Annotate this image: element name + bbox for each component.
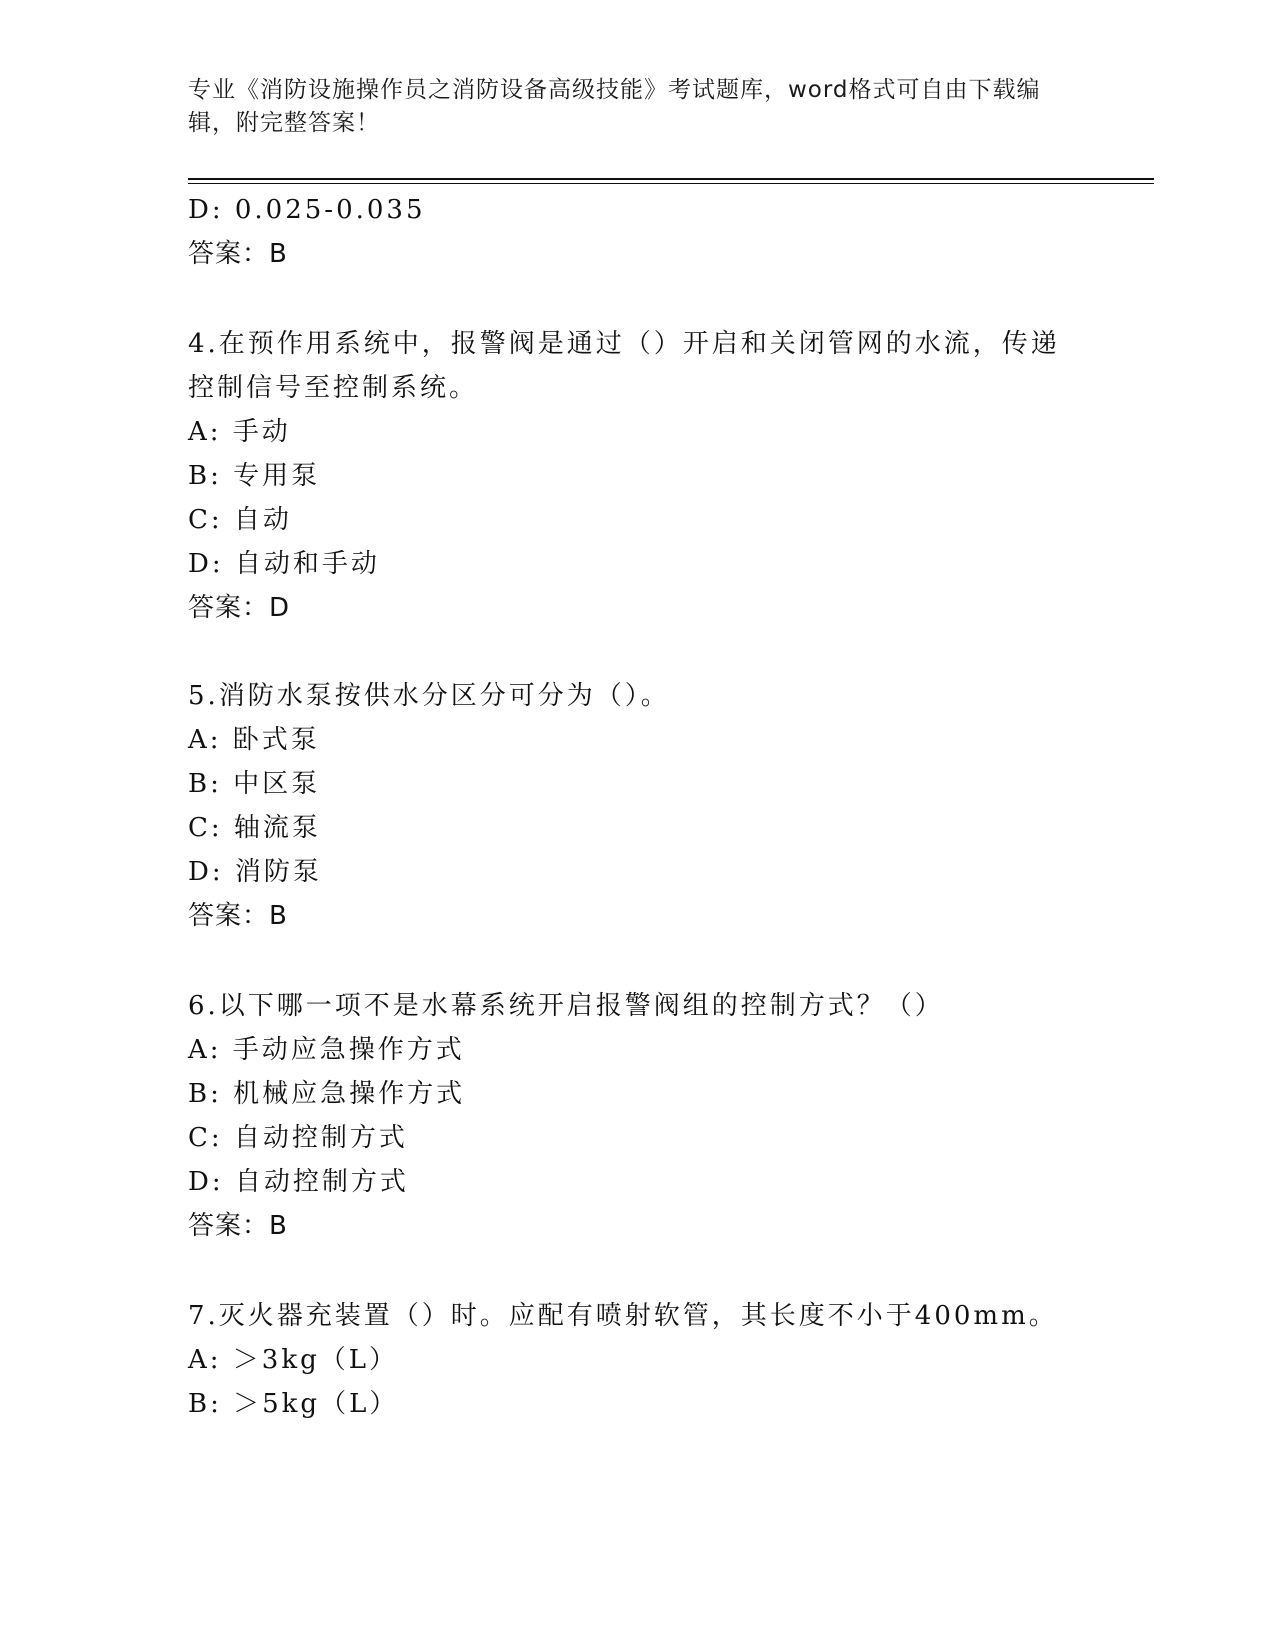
q4-stem-line-2: 控制信号至控制系统。 (188, 373, 479, 403)
q4-stem-line-1: 4.在预作用系统中，报警阀是通过（）开启和关闭管网的水流，传递 (188, 329, 1060, 359)
q5-option-a: A: 卧式泵 (188, 725, 320, 755)
q5-option-d: D: 消防泵 (188, 857, 322, 887)
header-line-2: 辑，附完整答案！ (188, 110, 380, 136)
q6-option-d: D: 自动控制方式 (188, 1167, 409, 1197)
q4-answer: 答案：D (188, 593, 291, 623)
document-header (188, 74, 1068, 140)
q3-option-d: D: 0.025-0.035 (188, 195, 426, 225)
q7-option-a: A: ＞3kg（L） (188, 1345, 399, 1375)
q4-option-a: A: 手动 (188, 417, 291, 447)
q7-option-b: B: ＞5kg（L） (188, 1389, 399, 1419)
q6-option-a: A: 手动应急操作方式 (188, 1035, 465, 1065)
q4-option-b: B: 专用泵 (188, 461, 321, 491)
header-line-1: 专业《消防设施操作员之消防设备高级技能》考试题库，word格式可自由下载编 (188, 77, 1041, 103)
q5-stem: 5.消防水泵按供水分区分可分为（）。 (188, 681, 670, 711)
q7-stem: 7.灭火器充装置（）时。应配有喷射软管，其长度不小于400mm。 (188, 1301, 1058, 1331)
q4-option-c: C: 自动 (188, 505, 292, 535)
q6-option-c: C: 自动控制方式 (188, 1123, 408, 1153)
q6-option-b: B: 机械应急操作方式 (188, 1079, 466, 1109)
q5-option-c: C: 轴流泵 (188, 813, 321, 843)
q6-stem: 6.以下哪一项不是水幕系统开启报警阀组的控制方式？（） (188, 991, 944, 1021)
q4-option-d: D: 自动和手动 (188, 549, 380, 579)
q5-option-b: B: 中区泵 (188, 769, 321, 799)
q6-answer: 答案：B (188, 1211, 288, 1241)
header-divider-thick (188, 178, 1154, 180)
header-divider-thin (188, 183, 1154, 184)
q5-answer: 答案：B (188, 901, 288, 931)
q3-answer: 答案：B (188, 239, 288, 269)
